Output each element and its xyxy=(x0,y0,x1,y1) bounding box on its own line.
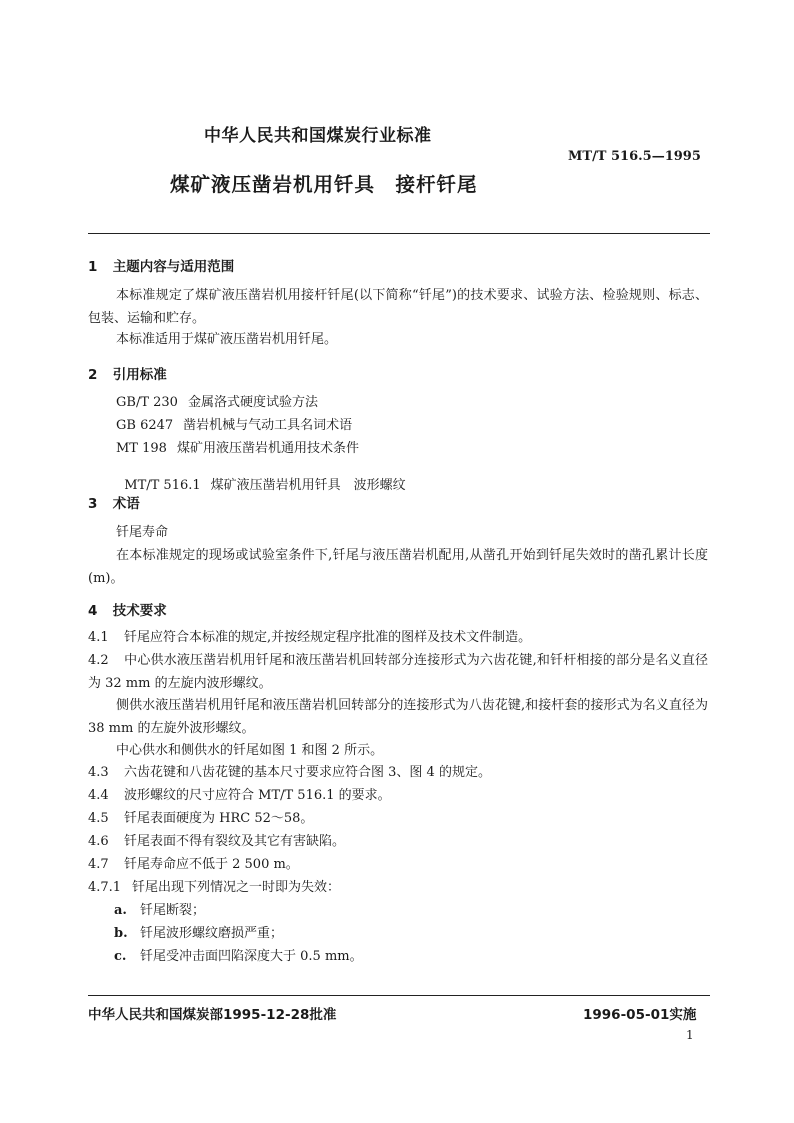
reference-item xyxy=(116,414,352,433)
failure-item xyxy=(114,945,363,964)
reference-item xyxy=(116,437,359,456)
page-number: 1 xyxy=(686,1028,694,1042)
section-4-heading xyxy=(88,599,167,619)
clause-number: 4.1 xyxy=(88,630,109,645)
clause-number: 4.6 xyxy=(88,834,109,849)
clause-text: 六齿花键和八齿花键的基本尺寸要求应符合图 3、图 4 的规定。 xyxy=(124,765,491,780)
section-number: 3 xyxy=(88,496,98,512)
clause-4-2-paragraph-3: 中心供水和侧供水的钎尾如图 1 和图 2 所示。 xyxy=(116,743,384,758)
section-2-heading xyxy=(88,363,167,383)
reference-code: MT/T 516.1 xyxy=(124,478,201,493)
item-text: 钎尾断裂； xyxy=(140,903,206,918)
clause-4-2 xyxy=(88,649,708,695)
clause-number: 4.2 xyxy=(88,653,109,668)
section-title: 引用标准 xyxy=(112,367,167,383)
section-3-heading xyxy=(88,492,140,512)
clause-text: 钎尾表面硬度为 HRC 52～58。 xyxy=(124,811,314,826)
reference-code: MT 198 xyxy=(116,441,167,456)
section-title: 主题内容与适用范围 xyxy=(112,259,235,275)
clause-4-6 xyxy=(88,830,708,853)
failure-item xyxy=(114,899,205,918)
section-1-heading xyxy=(88,255,234,275)
approval-line: 中华人民共和国煤炭部1995-12-28批准 xyxy=(88,1007,337,1023)
industry-standard-heading: 中华人民共和国煤炭行业标准 xyxy=(204,126,432,146)
section-number: 4 xyxy=(88,603,98,619)
document-title: 煤矿液压凿岩机用钎具 接杆钎尾 xyxy=(170,173,478,196)
header-divider xyxy=(88,233,710,234)
clause-4-1 xyxy=(88,626,708,649)
clause-number: 4.3 xyxy=(88,765,109,780)
item-letter: b. xyxy=(114,926,128,941)
section-1-paragraph-2: 本标准适用于煤矿液压凿岩机用钎尾。 xyxy=(116,332,338,347)
clause-4-5 xyxy=(88,807,708,830)
clause-4-7 xyxy=(88,853,708,876)
clause-text: 钎尾应符合本标准的规定,并按经规定程序批准的图样及技术文件制造。 xyxy=(124,630,532,645)
section-title: 术语 xyxy=(112,496,140,512)
clause-4-3 xyxy=(88,761,708,784)
item-letter: a. xyxy=(114,903,127,918)
clause-text: 波形螺纹的尺寸应符合 MT/T 516.1 的要求。 xyxy=(124,788,391,803)
clause-text: 钎尾出现下列情况之一时即为失效： xyxy=(132,880,341,895)
section-1-paragraph-1: 本标准规定了煤矿液压凿岩机用接杆钎尾(以下简称“钎尾”)的技术要求、试验方法、检验规则、标志、包装、运输和贮存。 xyxy=(88,288,708,326)
reference-code: GB 6247 xyxy=(116,418,174,433)
reference-name: 金属洛式硬度试验方法 xyxy=(187,395,318,410)
reference-code: GB/T 230 xyxy=(116,395,178,410)
item-text: 钎尾波形螺纹磨损严重； xyxy=(140,926,284,941)
clause-number: 4.7.1 xyxy=(88,880,122,895)
clause-number: 4.7 xyxy=(88,857,109,872)
item-text: 钎尾受冲击面凹陷深度大于 0.5 mm。 xyxy=(140,949,363,964)
reference-item xyxy=(116,391,318,410)
clause-4-2-paragraph-2: 侧供水液压凿岩机用钎尾和液压凿岩机回转部分的连接形式为八齿花键,和接杆套的接形式为名义直径为 38 mm 的左旋外波形螺纹。 xyxy=(88,698,708,736)
term-definition: 在本标准规定的现场或试验室条件下,钎尾与液压凿岩机配用,从凿孔开始到钎尾失效时的凿孔累计长度(m)。 xyxy=(88,548,708,586)
item-letter: c. xyxy=(114,949,127,964)
section-title: 技术要求 xyxy=(112,603,167,619)
standard-number: MT/T 516.5—1995 xyxy=(568,149,701,164)
clause-number: 4.4 xyxy=(88,788,109,803)
clause-text: 中心供水液压凿岩机用钎尾和液压凿岩机回转部分连接形式为六齿花键,和钎杆相接的部分是名义直径为 32 mm 的左旋内波形螺纹。 xyxy=(88,653,708,691)
section-number: 2 xyxy=(88,367,98,383)
clause-text: 钎尾表面不得有裂纹及其它有害缺陷。 xyxy=(124,834,346,849)
reference-name: 煤矿液压凿岩机用钎具 波形螺纹 xyxy=(210,478,406,493)
failure-item xyxy=(114,922,283,941)
clause-4-4 xyxy=(88,784,708,807)
implementation-date: 1996-05-01实施 xyxy=(583,1007,697,1023)
clause-text: 钎尾寿命应不低于 2 500 m。 xyxy=(124,857,299,872)
term-name: 钎尾寿命 xyxy=(116,525,169,540)
clause-4-7-1 xyxy=(88,876,708,899)
footer-divider xyxy=(88,995,710,996)
clause-number: 4.5 xyxy=(88,811,109,826)
reference-name: 凿岩机械与气动工具名词术语 xyxy=(183,418,353,433)
section-number: 1 xyxy=(88,259,98,275)
reference-name: 煤矿用液压凿岩机通用技术条件 xyxy=(176,441,359,456)
reference-item xyxy=(116,459,406,493)
